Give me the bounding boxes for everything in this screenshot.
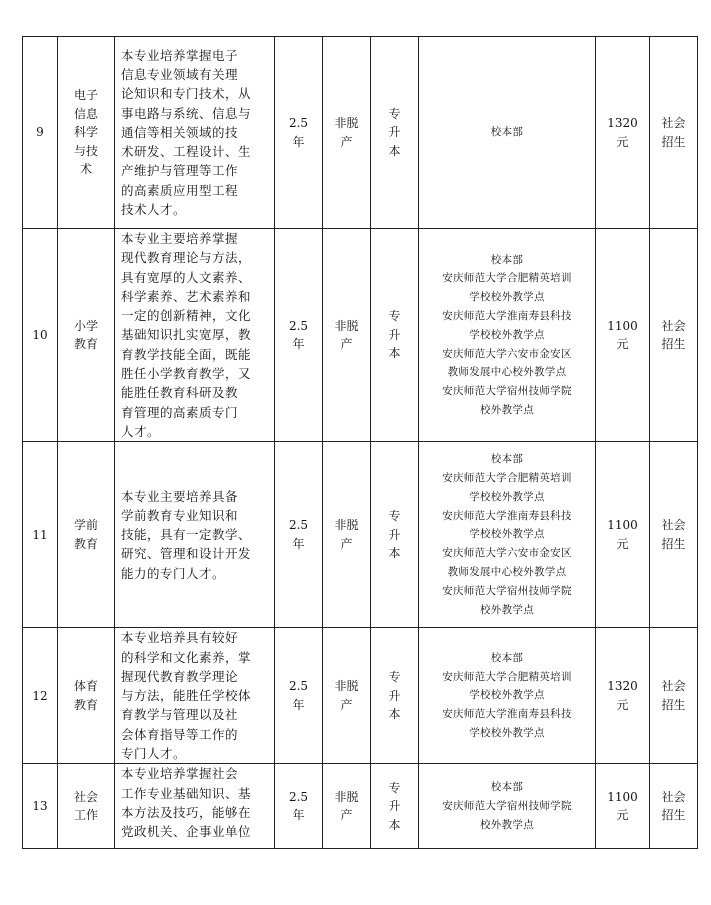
tuition-fee	[596, 628, 650, 764]
major-name-line: 信息	[73, 106, 98, 121]
major-name	[58, 37, 115, 229]
study-mode	[323, 628, 371, 764]
major-description-line: 论知识和专门技术，从	[121, 86, 252, 102]
recruitment-type-line: 社会	[661, 789, 686, 804]
major-description	[115, 37, 275, 229]
recruitment-type-line: 招生	[661, 808, 686, 823]
major-name-line: 科学	[73, 125, 98, 140]
teaching-location-line: 校本部	[490, 651, 524, 664]
table-row	[23, 229, 698, 442]
major-description-line: 人才。	[121, 423, 161, 439]
tuition-fee-line: 元	[616, 808, 629, 823]
teaching-location	[419, 628, 596, 764]
education-level	[371, 442, 419, 628]
major-description-line: 能胜任教育科研及教	[121, 385, 239, 401]
major-description-line: 与方法，能胜任学校体	[121, 688, 252, 704]
study-duration-line: 年	[292, 337, 305, 352]
major-name	[58, 442, 115, 628]
recruitment-type	[650, 764, 698, 849]
major-description-line: 工作专业基础知识、基	[121, 785, 252, 801]
study-duration-line: 2.5	[288, 518, 309, 533]
education-level	[371, 764, 419, 849]
education-level-line: 本	[388, 346, 401, 361]
study-duration	[275, 764, 323, 849]
major-description-line: 通信等相关领域的技	[121, 124, 239, 140]
education-level-line: 专	[388, 509, 401, 524]
major-description-line: 的高素质应用型工程	[121, 182, 239, 198]
recruitment-type-line: 招生	[661, 697, 686, 712]
education-level-line: 升	[388, 327, 401, 342]
study-mode-line: 非脱	[334, 318, 359, 333]
major-description-line: 胜任小学教育教学，又	[121, 366, 252, 382]
major-description-line: 具有宽厚的人文素养、	[121, 269, 252, 285]
study-mode-line: 产	[340, 337, 353, 352]
teaching-location-line: 校本部	[490, 453, 524, 466]
education-level	[371, 229, 419, 442]
tuition-fee	[596, 37, 650, 229]
teaching-location-line: 校外教学点	[480, 818, 534, 831]
major-description	[115, 442, 275, 628]
recruitment-type	[650, 37, 698, 229]
major-name	[58, 229, 115, 442]
major-description	[115, 628, 275, 764]
study-duration-line: 2.5	[288, 116, 309, 130]
tuition-fee-line: 1100	[607, 318, 638, 333]
teaching-location-line: 安庆师范大学合肥精英培训	[442, 272, 572, 285]
study-mode-line: 非脱	[334, 518, 359, 533]
teaching-location-line: 安庆师范大学六安市金安区	[442, 347, 572, 360]
study-mode-line: 产	[340, 697, 353, 712]
table-row	[23, 764, 698, 849]
teaching-location-line: 学校校外教学点	[469, 328, 545, 341]
education-level-line: 专	[388, 309, 401, 324]
teaching-location-line: 安庆师范大学宿州技师学院	[442, 584, 572, 597]
education-level-line: 专	[388, 106, 401, 121]
major-description-line: 技术人才。	[121, 202, 187, 218]
study-mode	[323, 37, 371, 229]
major-description-line: 能力的专门人才。	[121, 565, 226, 581]
teaching-location-line: 安庆师范大学六安市金安区	[442, 547, 572, 560]
recruitment-type-line: 招生	[661, 337, 686, 352]
tuition-fee-line: 1320	[607, 116, 638, 130]
major-description-line: 术研发、工程设计、生	[121, 144, 252, 160]
major-description-line: 基础知识扎实宽厚，教	[121, 327, 252, 343]
major-name-line: 教育	[73, 697, 98, 712]
teaching-location-line: 学校校外教学点	[469, 727, 545, 739]
major-description-line: 信息专业领域有关理	[121, 66, 239, 82]
recruitment-type-line: 招生	[661, 134, 686, 149]
teaching-location-line: 学校校外教学点	[469, 291, 545, 304]
major-description-line: 本专业培养掌握电子	[121, 47, 239, 63]
tuition-fee-line: 1320	[607, 679, 638, 694]
major-description-line: 现代教育理论与方法，	[121, 250, 252, 266]
recruitment-type	[650, 229, 698, 442]
education-level	[371, 37, 419, 229]
teaching-location	[419, 442, 596, 628]
teaching-location-line: 安庆师范大学淮南寿县科技	[442, 309, 572, 322]
tuition-fee-line: 元	[616, 697, 629, 712]
recruitment-type-line: 招生	[661, 536, 686, 551]
tuition-fee-line: 元	[616, 536, 629, 551]
recruitment-type-line: 社会	[661, 318, 686, 333]
teaching-location-line: 校本部	[490, 126, 524, 139]
major-description-line: 本方法及技巧，能够在	[121, 804, 252, 820]
teaching-location-line: 校本部	[490, 253, 524, 266]
major-description-line: 育管理的高素质专门	[121, 404, 239, 420]
teaching-location	[419, 37, 596, 229]
teaching-location-line: 校本部	[490, 781, 524, 794]
major-description-line: 的科学和文化素养，掌	[121, 649, 252, 665]
major-description-line: 一定的创新精神，文化	[121, 308, 252, 324]
major-description	[115, 764, 275, 849]
major-description-line: 本专业培养具有较好	[121, 630, 239, 646]
major-name-line: 教育	[73, 536, 98, 551]
major-description-line: 本专业主要培养具备	[121, 488, 239, 504]
study-duration	[275, 229, 323, 442]
major-description-line: 产维护与管理等工作	[121, 163, 239, 179]
teaching-location-line: 校外教学点	[480, 603, 534, 616]
study-mode-line: 产	[340, 134, 353, 149]
study-mode-line: 产	[340, 536, 353, 551]
major-name-line: 术	[79, 162, 92, 177]
major-name-line: 教育	[73, 337, 98, 352]
tuition-fee-line: 元	[616, 337, 629, 352]
teaching-location-line: 学校校外教学点	[469, 490, 545, 503]
education-level-line: 本	[388, 707, 401, 722]
major-name-line: 学前	[73, 518, 98, 533]
recruitment-type-line: 社会	[661, 679, 686, 694]
major-name-line: 与技	[73, 143, 98, 158]
major-description-line: 会体育指导等工作的	[121, 726, 239, 742]
major-name-line: 体育	[73, 679, 98, 694]
major-description-line: 事电路与系统、信息与	[121, 105, 252, 121]
tuition-fee-line: 1100	[607, 789, 638, 804]
major-name-line: 小学	[73, 318, 98, 333]
education-level-line: 本	[388, 817, 401, 832]
education-level-line: 升	[388, 799, 401, 814]
study-duration-line: 年	[292, 536, 305, 551]
education-level-line: 升	[388, 125, 401, 140]
study-duration-line: 2.5	[288, 318, 309, 333]
study-duration	[275, 628, 323, 764]
major-description	[115, 229, 275, 442]
major-description-line: 科学素养、艺术素养和	[121, 288, 252, 304]
teaching-location-line: 安庆师范大学淮南寿县科技	[442, 708, 572, 721]
major-description-line: 本专业培养掌握社会	[121, 766, 239, 782]
study-mode	[323, 442, 371, 628]
education-level-line: 专	[388, 780, 401, 795]
teaching-location-line: 学校校外教学点	[469, 528, 545, 541]
tuition-fee	[596, 764, 650, 849]
major-name	[58, 628, 115, 764]
tuition-fee-line: 1100	[607, 518, 638, 533]
teaching-location	[419, 764, 596, 849]
tuition-fee-line: 元	[616, 134, 629, 149]
teaching-location-line: 学校校外教学点	[469, 689, 545, 702]
teaching-location-line: 安庆师范大学合肥精英培训	[442, 670, 572, 683]
table-row	[23, 628, 698, 764]
program-table	[22, 36, 698, 849]
major-description-line: 握现代教育教学理论	[121, 668, 239, 684]
major-description-line: 学前教育专业知识和	[121, 507, 239, 523]
major-name	[58, 764, 115, 849]
study-duration-line: 2.5	[288, 679, 309, 694]
major-name-line: 工作	[73, 808, 98, 823]
education-level	[371, 628, 419, 764]
table-row	[23, 442, 698, 628]
study-duration	[275, 442, 323, 628]
recruitment-type	[650, 442, 698, 628]
study-duration	[275, 37, 323, 229]
study-duration-line: 年	[292, 808, 305, 823]
major-description-line: 研究、管理和设计开发	[121, 546, 252, 562]
recruitment-type	[650, 628, 698, 764]
education-level-line: 专	[388, 670, 401, 685]
teaching-location-line: 安庆师范大学合肥精英培训	[442, 471, 572, 484]
study-mode	[323, 229, 371, 442]
study-mode-line: 非脱	[334, 679, 359, 694]
tuition-fee	[596, 442, 650, 628]
major-description-line: 党政机关、企事业单位	[121, 824, 252, 840]
study-duration-line: 年	[292, 697, 305, 712]
teaching-location	[419, 229, 596, 442]
recruitment-type-line: 社会	[661, 116, 686, 130]
row-number: 12	[23, 628, 58, 764]
education-level-line: 升	[388, 688, 401, 703]
teaching-location-line: 教师发展中心校外教学点	[447, 366, 567, 379]
teaching-location-line: 安庆师范大学宿州技师学院	[442, 385, 572, 398]
row-number: 10	[23, 229, 58, 442]
major-description-line: 本专业主要培养掌握	[121, 231, 239, 246]
education-level-line: 本	[388, 546, 401, 561]
study-mode-line: 非脱	[334, 789, 359, 804]
major-name-line: 社会	[73, 789, 98, 804]
study-mode	[323, 764, 371, 849]
major-description-line: 技能，具有一定教学、	[121, 527, 252, 543]
major-description-line: 育教学技能全面，既能	[121, 346, 252, 362]
study-mode-line: 产	[340, 808, 353, 823]
recruitment-type-line: 社会	[661, 518, 686, 533]
row-number: 9	[23, 37, 58, 229]
study-duration-line: 年	[292, 134, 305, 149]
row-number: 11	[23, 442, 58, 628]
education-level-line: 本	[388, 143, 401, 158]
tuition-fee	[596, 229, 650, 442]
major-description-line: 育教学与管理以及社	[121, 707, 239, 723]
study-duration-line: 2.5	[288, 789, 309, 804]
teaching-location-line: 安庆师范大学宿州技师学院	[442, 799, 572, 812]
table-row	[23, 37, 698, 229]
major-description-line: 专门人才。	[121, 746, 187, 762]
teaching-location-line: 校外教学点	[480, 403, 534, 416]
teaching-location-line: 教师发展中心校外教学点	[447, 565, 567, 578]
teaching-location-line: 安庆师范大学淮南寿县科技	[442, 509, 572, 522]
row-number: 13	[23, 764, 58, 849]
major-name-line: 电子	[73, 88, 98, 103]
education-level-line: 升	[388, 527, 401, 542]
study-mode-line: 非脱	[334, 116, 359, 130]
